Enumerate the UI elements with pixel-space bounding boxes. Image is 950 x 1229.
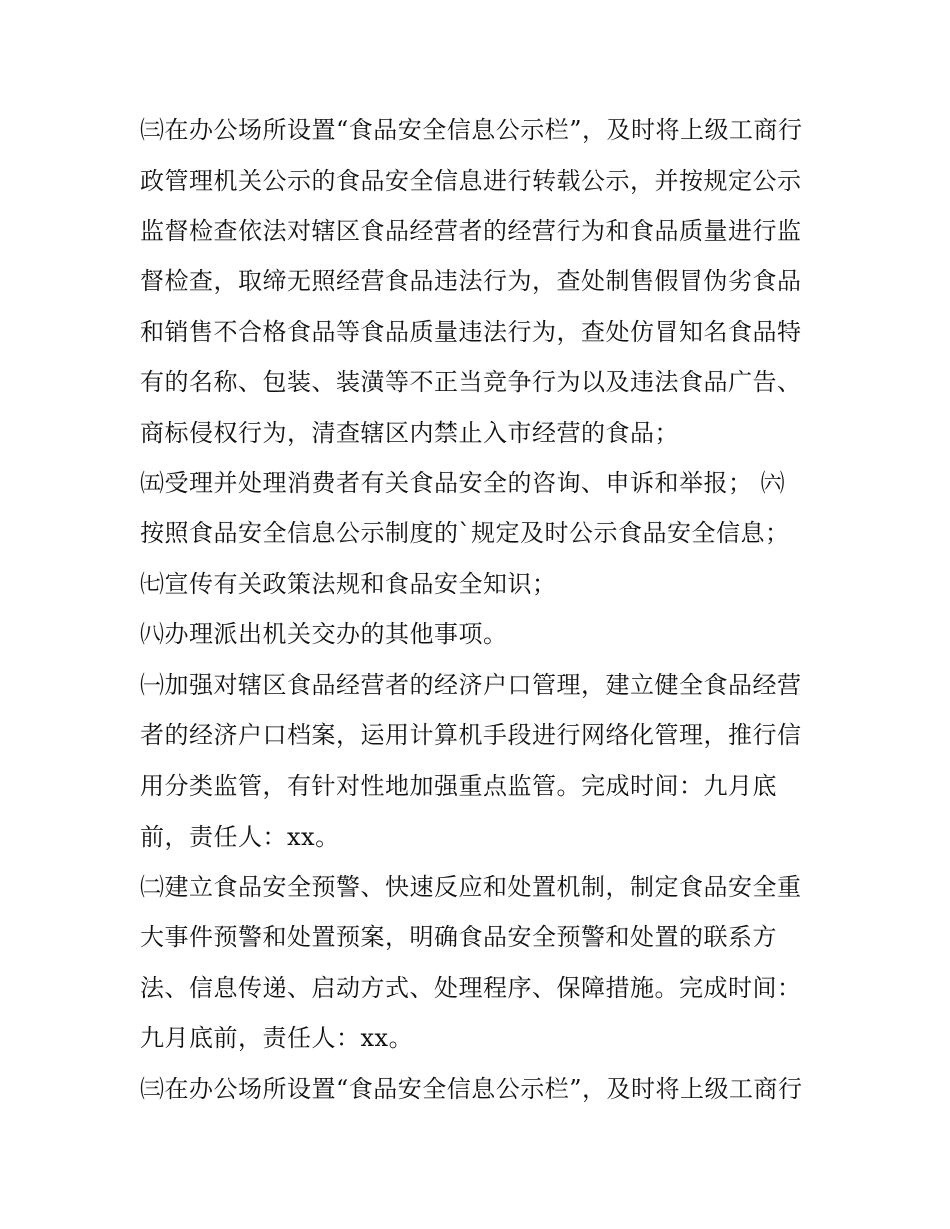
text-line: 法、信息传递、启动方式、处理程序、保障措施。完成时间： — [140, 974, 802, 1002]
text-line: 者的经济户口档案，运用计算机手段进行网络化管理，推行信 — [140, 721, 802, 749]
text-line: ㈧办理派出机关交办的其他事项。 — [140, 620, 508, 648]
text-line: 有的名称、包装、装潢等不正当竞争行为以及违法食品广告、 — [140, 368, 802, 396]
text-line: 九月底前，责任人：xx。 — [140, 1024, 414, 1052]
text-line: 前，责任人：xx。 — [140, 823, 340, 851]
text-line: ㈡建立食品安全预警、快速反应和处置机制，制定食品安全重 — [140, 873, 802, 901]
text-line: 商标侵权行为，清查辖区内禁止入市经营的食品； — [140, 419, 679, 447]
text-line: 督检查，取缔无照经营食品违法行为，查处制售假冒伪劣食品 — [140, 267, 802, 295]
text-line: 监督检查依法对辖区食品经营者的经营行为和食品质量进行监 — [140, 217, 802, 245]
text-line: 和销售不合格食品等食品质量违法行为，查处仿冒知名食品特 — [140, 318, 802, 346]
text-line: 用分类监管，有针对性地加强重点监管。完成时间：九月底 — [140, 772, 777, 800]
text-line: ㈠加强对辖区食品经营者的经济户口管理，建立健全食品经营 — [140, 671, 802, 699]
text-line: 大事件预警和处置预案，明确食品安全预警和处置的联系方 — [140, 923, 777, 951]
text-line: ㈤受理并处理消费者有关食品安全的咨询、申诉和举报； ㈥ — [140, 469, 786, 497]
text-line: ㈦宣传有关政策法规和食品安全知识； — [140, 570, 557, 598]
text-line: 政管理机关公示的食品安全信息进行转载公示，并按规定公示 — [140, 167, 802, 195]
text-line: ㈢在办公场所设置“食品安全信息公示栏”，及时将上级工商行 — [140, 1075, 803, 1103]
text-line: 按照食品安全信息公示制度的`规定及时公示食品安全信息； — [140, 519, 790, 547]
text-line: ㈢在办公场所设置“食品安全信息公示栏”，及时将上级工商行 — [140, 116, 803, 144]
